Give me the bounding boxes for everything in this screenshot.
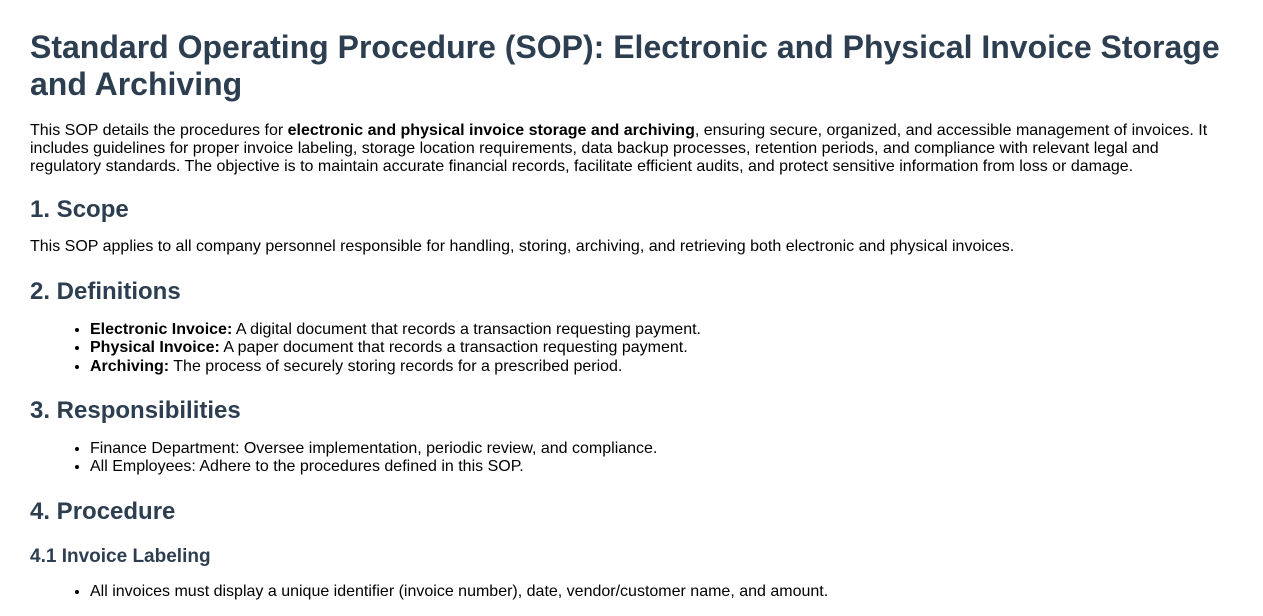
intro-paragraph xyxy=(30,122,1233,176)
list-item xyxy=(90,358,1233,376)
section-heading-definitions: 2. Definitions xyxy=(30,278,181,305)
section-heading-procedure: 4. Procedure xyxy=(30,498,176,526)
list-item xyxy=(90,339,1233,357)
list-item xyxy=(90,321,1233,339)
intro-bold: electronic and physical invoice storage and archiving xyxy=(287,122,695,139)
definitions-list xyxy=(30,321,1233,376)
scope-text: This SOP applies to all company personnel responsible for handling, storing, archiving, and retrieving both electronic and physical invoices. xyxy=(30,238,1015,255)
intro-suffix: , ensuring secure, organized, and accessible management of invoices. It includes guidelines for proper invoice labeling, storage location requirements, data backup processes, retention periods, and compliance with relevant legal and regulatory standards. The objective is to maintain accurate financial records, facilitate efficient audits, and protect sensitive information from loss or damage. xyxy=(30,122,1208,175)
list-item: • All Employees: Adhere to the procedures defined in this SOP. xyxy=(90,458,1233,476)
list-item: • Finance Department: Oversee implementation, periodic review, and compliance. xyxy=(90,440,1233,458)
section-heading-scope: 1. Scope xyxy=(30,196,129,223)
intro-prefix: This SOP details the procedures for xyxy=(30,122,288,139)
subsection-heading-invoice-labeling: 4.1 Invoice Labeling xyxy=(30,546,211,568)
definition-term: Electronic Invoice: xyxy=(90,321,233,338)
list-item: • All invoices must display a unique identifier (invoice number), date, vendor/customer name, and amount. xyxy=(90,583,1233,601)
definition-term: Archiving: xyxy=(90,357,170,375)
section-heading-responsibilities: 3. Responsibilities xyxy=(30,396,241,424)
definition-text: A digital document that records a transaction requesting payment. xyxy=(232,321,701,338)
definition-text: The process of securely storing records for a prescribed period. xyxy=(169,357,623,375)
responsibilities-list xyxy=(30,440,1233,477)
labeling-list xyxy=(30,583,1233,601)
definition-text: A paper document that records a transaction requesting payment. xyxy=(219,339,688,357)
page-title: Standard Operating Procedure (SOP): Electronic and Physical Invoice Storage and Archiving xyxy=(30,29,1220,102)
definition-term: Physical Invoice: xyxy=(90,339,220,357)
